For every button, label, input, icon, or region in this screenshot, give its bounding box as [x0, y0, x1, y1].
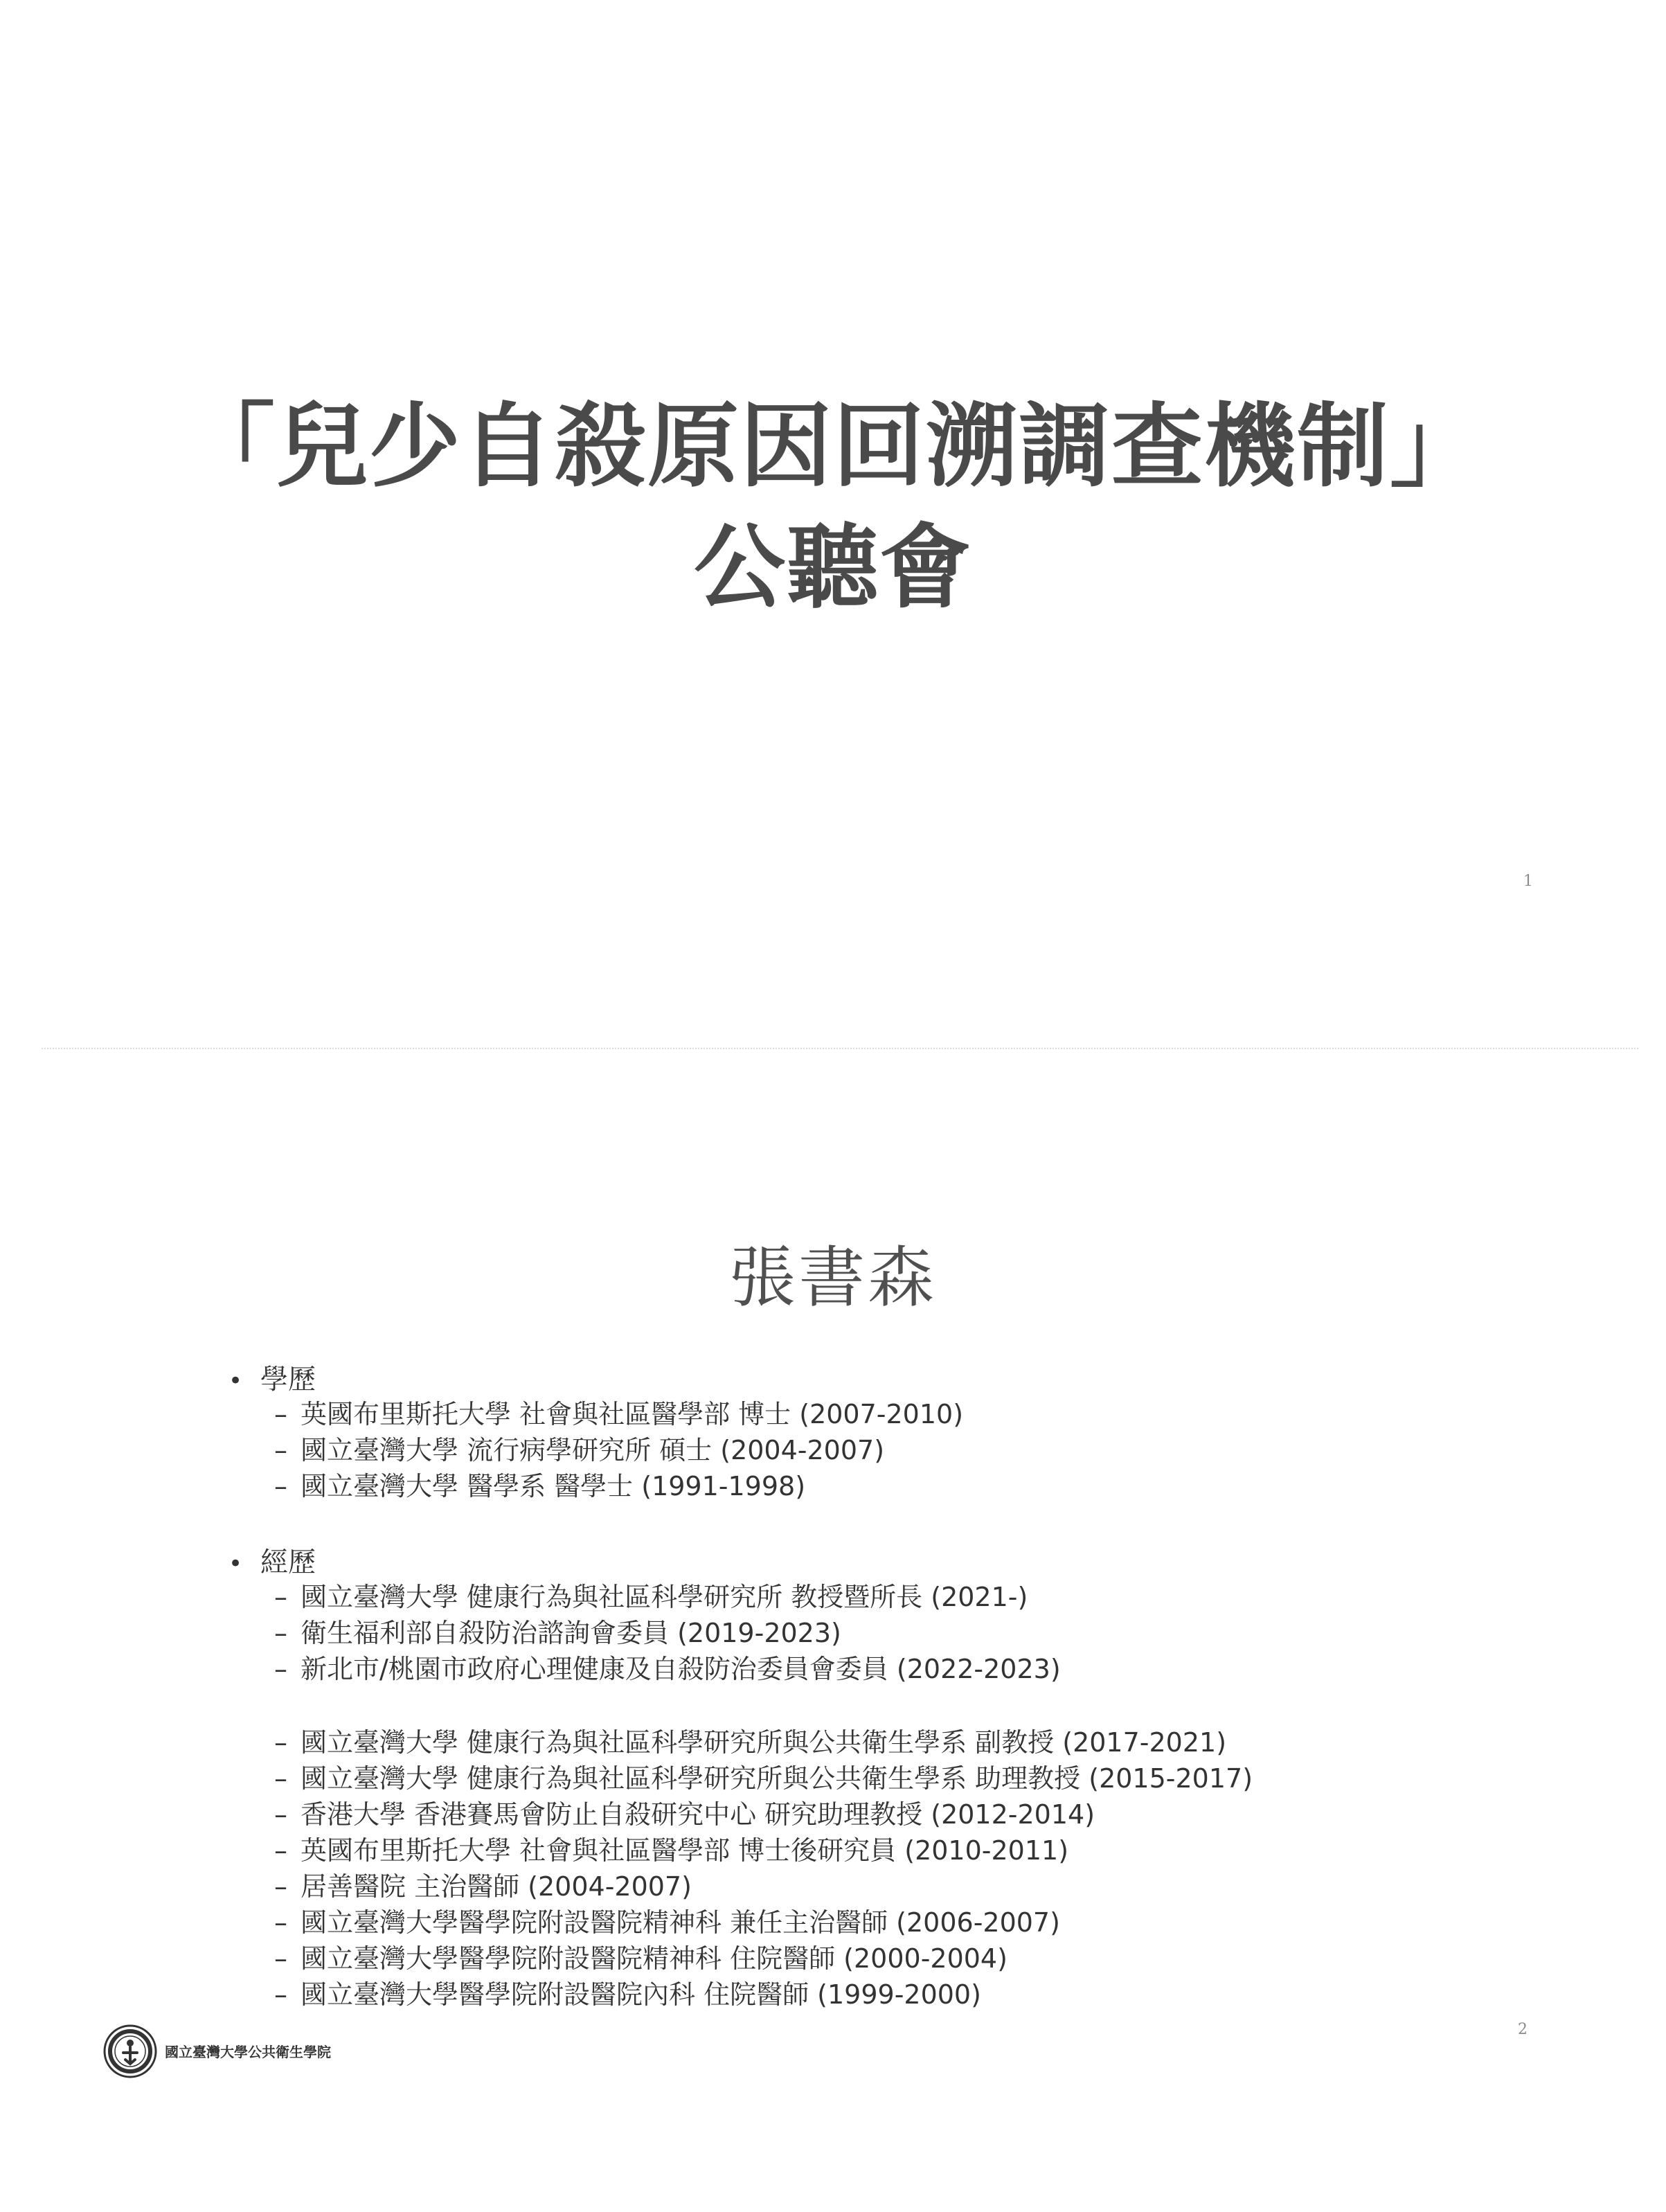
list-item — [274, 1941, 1253, 1977]
dash-icon: – — [274, 1727, 287, 1758]
list-item — [274, 1724, 1253, 1760]
slide-2 — [0, 1053, 1666, 2212]
education-item: 國立臺灣大學 流行病學研究所 碩士 (2004-2007) — [301, 1435, 885, 1465]
list-item — [274, 1868, 1253, 1905]
dash-icon: – — [274, 1979, 287, 2010]
experience-item: 國立臺灣大學醫學院附設醫院內科 住院醫師 (1999-2000) — [301, 1979, 981, 2010]
experience-item: 國立臺灣大學 健康行為與社區科學研究所與公共衛生學系 助理教授 (2015-2017) — [301, 1763, 1253, 1794]
person-name: 張書森 — [729, 1239, 937, 1317]
footer-institution-name: 國立臺灣大學公共衛生學院 — [165, 2044, 331, 2060]
dash-icon: – — [274, 1435, 287, 1465]
education-heading — [229, 1362, 316, 1398]
list-item — [274, 1832, 1253, 1868]
page-number-1: 1 — [1523, 873, 1533, 890]
education-item: 英國布里斯托大學 社會與社區醫學部 博士 (2007-2010) — [301, 1399, 964, 1429]
experience-past-list — [274, 1724, 1253, 2013]
ntu-public-health-seal-icon — [102, 2024, 158, 2079]
dash-icon: – — [274, 1399, 287, 1429]
dash-icon: – — [274, 1907, 287, 1938]
experience-item: 國立臺灣大學 健康行為與社區科學研究所 教授暨所長 (2021-) — [301, 1582, 1028, 1612]
experience-item: 居善醫院 主治醫師 (2004-2007) — [301, 1871, 692, 1902]
experience-heading-label: 經歷 — [260, 1546, 316, 1578]
dash-icon: – — [274, 1654, 287, 1684]
dash-icon: – — [274, 1763, 287, 1794]
bullet-icon: • — [229, 1367, 243, 1395]
experience-item: 國立臺灣大學醫學院附設醫院精神科 住院醫師 (2000-2004) — [301, 1943, 1007, 1974]
experience-item: 香港大學 香港賽馬會防止自殺研究中心 研究助理教授 (2012-2014) — [301, 1799, 1095, 1830]
list-item — [274, 1796, 1253, 1832]
list-item — [274, 1651, 1061, 1687]
education-item: 國立臺灣大學 醫學系 醫學士 (1991-1998) — [301, 1471, 806, 1501]
list-item — [274, 1468, 963, 1504]
dash-icon: – — [274, 1582, 287, 1612]
bullet-icon: • — [229, 1550, 243, 1578]
experience-item: 國立臺灣大學 健康行為與社區科學研究所與公共衛生學系 副教授 (2017-2021) — [301, 1727, 1227, 1758]
list-item — [274, 1432, 963, 1468]
list-item — [274, 1396, 963, 1432]
experience-item: 英國布里斯托大學 社會與社區醫學部 博士後研究員 (2010-2011) — [301, 1835, 1069, 1866]
experience-item: 衛生福利部自殺防治諮詢會委員 (2019-2023) — [301, 1618, 841, 1648]
page-number-2: 2 — [1518, 2021, 1528, 2038]
dash-icon: – — [274, 1871, 287, 1902]
experience-item: 國立臺灣大學醫學院附設醫院精神科 兼任主治醫師 (2006-2007) — [301, 1907, 1060, 1938]
experience-item: 新北市/桃園市政府心理健康及自殺防治委員會委員 (2022-2023) — [301, 1654, 1061, 1684]
slide-title-line-2: 公聽會 — [694, 515, 972, 621]
list-item — [274, 1615, 1061, 1651]
dash-icon: – — [274, 1835, 287, 1866]
dash-icon: – — [274, 1799, 287, 1830]
slide-1 — [0, 0, 1666, 1053]
experience-current-list — [274, 1579, 1061, 1687]
dash-icon: – — [274, 1943, 287, 1974]
education-list — [274, 1396, 963, 1504]
experience-heading — [229, 1545, 316, 1581]
list-item — [274, 1977, 1253, 2013]
dash-icon: – — [274, 1618, 287, 1648]
list-item — [274, 1905, 1253, 1941]
list-item — [274, 1760, 1253, 1796]
education-heading-label: 學歷 — [260, 1364, 316, 1395]
slide-divider — [42, 1048, 1638, 1049]
slide-title-line-1: 「兒少自殺原因回溯調查機制」 — [183, 393, 1483, 500]
dash-icon: – — [274, 1471, 287, 1501]
list-item — [274, 1579, 1061, 1615]
